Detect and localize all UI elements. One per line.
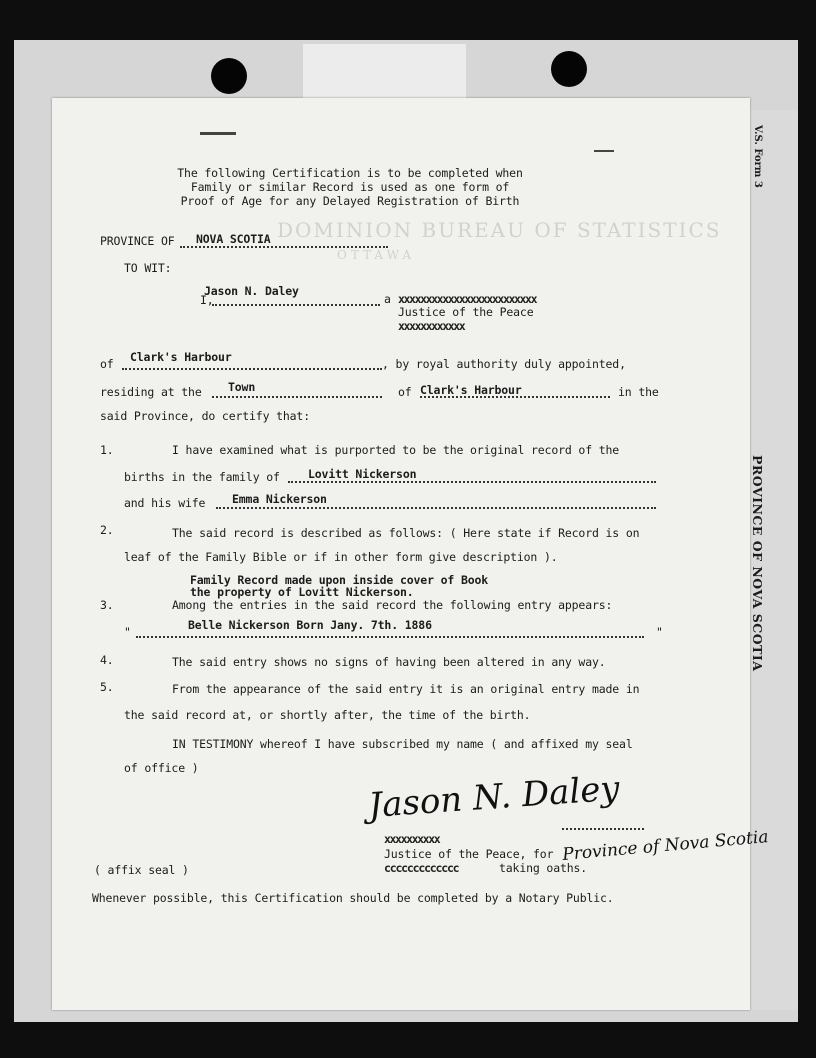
item-1-text: I have examined what is purported to be the original record of the (172, 443, 620, 457)
leaf-line: leaf of the Family Bible or if in other form give description ). (124, 550, 558, 564)
wife-name: Emma Nickerson (232, 492, 327, 506)
province-label: PROVINCE OF (100, 234, 175, 248)
family-name: Lovitt Nickerson (308, 467, 417, 481)
residing-label: residing at the (100, 385, 202, 399)
i-label: I, (200, 293, 214, 307)
item-3-number: 3. (100, 598, 114, 612)
taking-oaths: taking oaths. (499, 861, 588, 875)
title-justice: Justice of the Peace (398, 305, 534, 319)
punch-hole-right (551, 51, 587, 87)
dotted-line (136, 636, 644, 638)
handwritten-signature: Jason N. Daley (367, 768, 621, 826)
bleed-through-city: OTTAWA (337, 248, 415, 262)
item-1-number: 1. (100, 443, 114, 457)
footer-note: Whenever possible, this Certification should be completed by a Notary Public. (92, 891, 614, 905)
residing-place: Clark's Harbour (420, 383, 522, 397)
dotted-line (212, 304, 380, 306)
entry-value: Belle Nickerson Born Jany. 7th. 1886 (188, 618, 432, 632)
affix-seal-label: ( affix seal ) (94, 863, 189, 877)
item-3-text: Among the entries in the said record the following entry appears: (172, 598, 613, 612)
item-5-line-2: the said record at, or shortly after, the time of the birth. (124, 708, 531, 722)
struck-signature-title-2: ccccccccccccc (384, 861, 459, 875)
bleed-through-bureau: DOMINION BUREAU OF STATISTICS (277, 218, 722, 242)
background-sheet-tab (303, 44, 466, 102)
record-description-1: Family Record made upon inside cover of Book (190, 573, 489, 587)
item-5-text: From the appearance of the said entry it is an original entry made in (172, 682, 640, 696)
to-wit-label: TO WIT: (124, 261, 172, 275)
header-line-2: Family or similar Record is used as one form of (190, 180, 510, 194)
a-label: a (384, 292, 391, 306)
in-the-text: in the (618, 385, 659, 399)
staple-mark (594, 150, 614, 152)
province-value: NOVA SCOTIA (196, 232, 271, 246)
item-4-number: 4. (100, 653, 114, 667)
record-description-2: the property of Lovitt Nickerson. (190, 585, 414, 599)
punch-hole-left (211, 58, 247, 94)
struck-title-2: xxxxxxxxxxxx (398, 319, 465, 333)
dotted-line (562, 828, 644, 830)
officer-name: Jason N. Daley (204, 284, 299, 298)
residing-value: Town (228, 380, 256, 394)
header-line-3: Proof of Age for any Delayed Registration of Birth (180, 194, 520, 208)
dotted-line (122, 368, 382, 370)
dotted-line (212, 396, 382, 398)
handwritten-province: Province of Nova Scotia (561, 827, 770, 865)
form-number: V.S. Form 3 (752, 125, 763, 188)
wife-line: and his wife (124, 496, 206, 510)
of-label-2: of (398, 385, 412, 399)
certify-line: said Province, do certify that: (100, 409, 310, 423)
signature-justice: Justice of the Peace, for (384, 847, 554, 861)
header-line-1: The following Certification is to be completed when (177, 166, 523, 180)
royal-authority-text: , by royal authority duly appointed, (382, 357, 626, 371)
dotted-line (216, 507, 656, 509)
births-line: births in the family of (124, 470, 280, 484)
quote-close: " (656, 625, 663, 639)
struck-title-1: xxxxxxxxxxxxxxxxxxxxxxxxx (398, 292, 537, 306)
testimony-line-1: IN TESTIMONY whereof I have subscribed my name ( and affixed my seal (172, 737, 633, 751)
item-2-number: 2. (100, 523, 114, 537)
item-5-number: 5. (100, 680, 114, 694)
side-province-label: PROVINCE OF NOVA SCOTIA (750, 455, 765, 672)
place-value: Clark's Harbour (130, 350, 232, 364)
dotted-line (288, 481, 656, 483)
dotted-line (180, 246, 388, 248)
staple-mark (200, 132, 236, 135)
item-2-text: The said record is described as follows: ( Here state if Record is on (172, 526, 640, 540)
of-label: of (100, 357, 114, 371)
item-4-text: The said entry shows no signs of having been altered in any way. (172, 655, 606, 669)
struck-signature-title-1: xxxxxxxxxx (384, 832, 440, 846)
quote-open: " (124, 625, 131, 639)
testimony-line-2: of office ) (124, 761, 199, 775)
